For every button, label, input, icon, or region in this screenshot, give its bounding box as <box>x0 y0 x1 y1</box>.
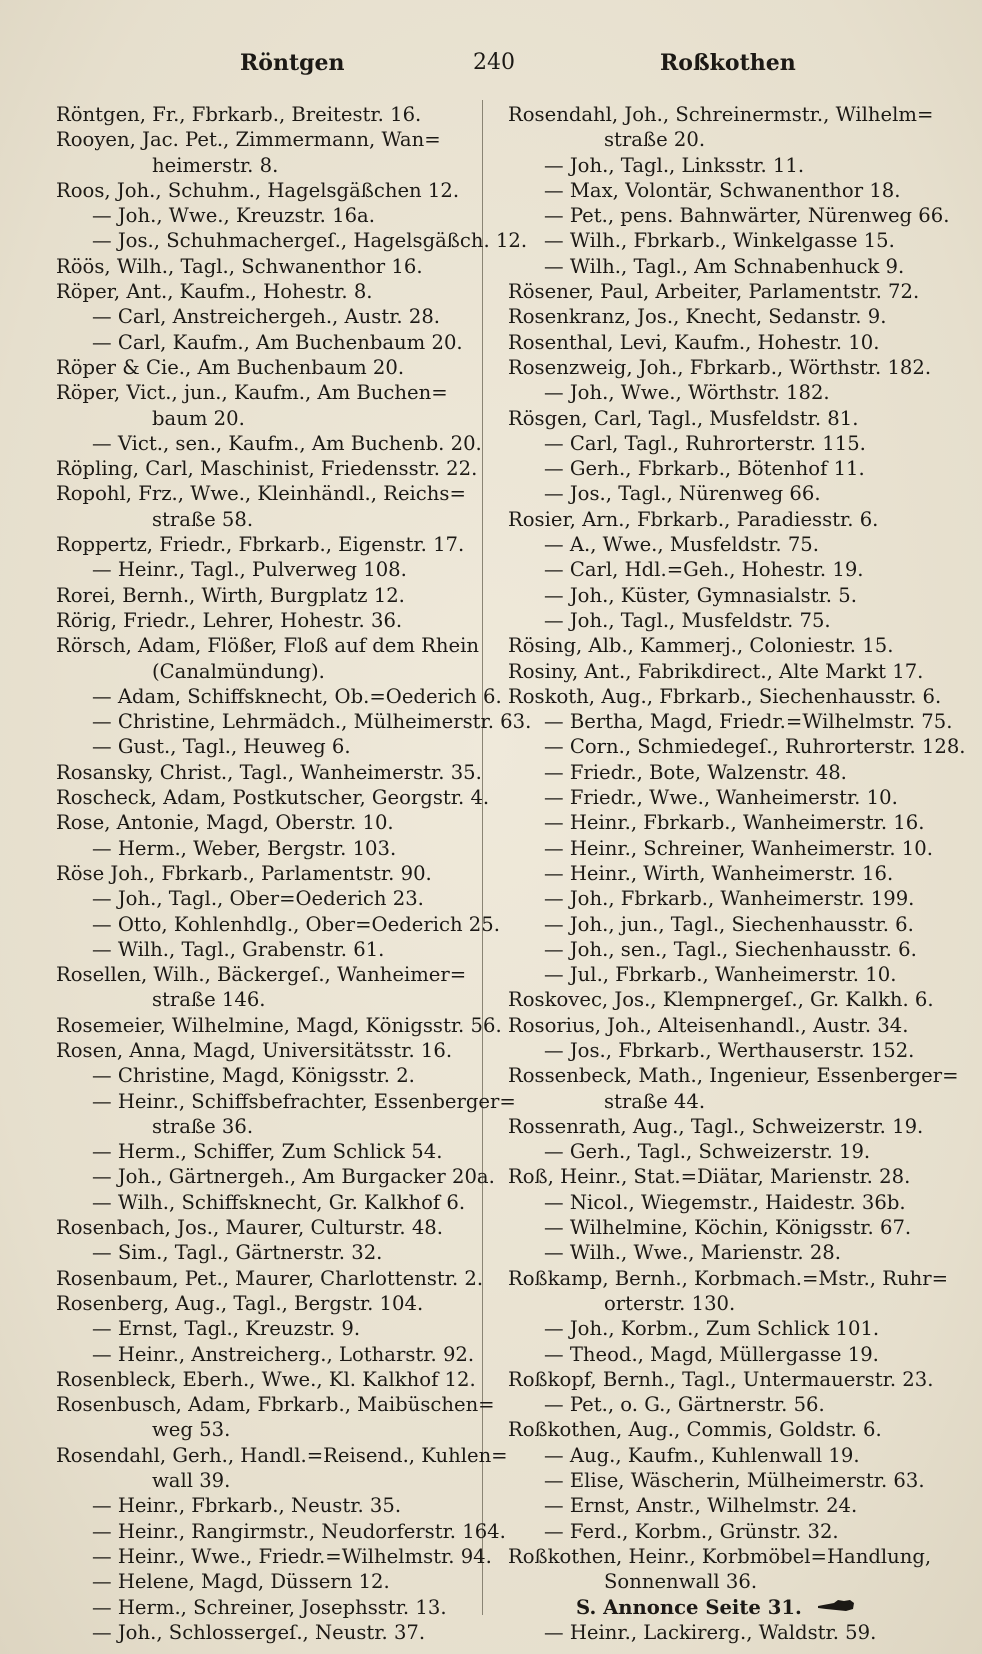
directory-entry-line <box>56 1493 478 1518</box>
entry-text: — Pet., o. G., Gärtnerstr. 56. <box>544 1393 825 1417</box>
entry-text: Röpling, Carl, Maschinist, Friedensstr. 22. <box>56 457 478 481</box>
directory-entry-line <box>508 709 953 734</box>
right-column <box>508 102 966 1645</box>
directory-entry-line <box>56 102 478 127</box>
entry-text: — Joh., Fbrkarb., Wanheimerstr. 199. <box>544 887 915 911</box>
directory-entry-line <box>56 1089 516 1114</box>
entry-text: Rosiny, Ant., Fabrikdirect., Alte Markt 17. <box>508 659 924 683</box>
directory-entry-line <box>508 583 930 608</box>
entry-text: — Wilh., Wwe., Marienstr. 28. <box>544 1241 841 1265</box>
entry-text: — Herm., Schiffer, Zum Schlick 54. <box>92 1140 443 1164</box>
directory-entry-line <box>56 153 478 178</box>
entry-text: straße 146. <box>152 988 266 1012</box>
directory-entry-line <box>56 1114 478 1139</box>
directory-entry-line <box>56 330 478 355</box>
entry-text: Roßkothen, Heinr., Korbmöbel=Handlung, <box>508 1544 932 1568</box>
entry-text: — Heinr., Schreiner, Wanheimerstr. 10. <box>544 836 933 860</box>
directory-entry-line <box>508 836 933 861</box>
header-last-name: Roßkothen <box>660 50 796 76</box>
entry-text: Röper, Vict., jun., Kaufm., Am Buchen= <box>56 381 448 405</box>
directory-entry-line <box>56 962 478 987</box>
directory-entry-line <box>508 937 930 962</box>
directory-entry-line <box>56 1291 478 1316</box>
directory-entry-line <box>56 178 478 203</box>
directory-entry-line <box>508 1013 930 1038</box>
directory-entry-line <box>56 203 478 228</box>
directory-entry-line <box>56 861 478 886</box>
entry-text: — Bertha, Magd, Friedr.=Wilhelmstr. 75. <box>544 710 953 734</box>
entry-text: — Wilh., Fbrkarb., Winkelgasse 15. <box>544 229 895 253</box>
directory-entry-line <box>56 583 478 608</box>
entry-text: straße 58. <box>152 507 254 531</box>
directory-entry-line <box>508 532 930 557</box>
entry-text: — Helene, Magd, Düssern 12. <box>92 1570 390 1594</box>
entry-text: — Wilh., Schiffsknecht, Gr. Kalkhof 6. <box>92 1190 466 1214</box>
page-number: 240 <box>473 50 515 75</box>
entry-text: — Herm., Schreiner, Josephsstr. 13. <box>92 1595 447 1619</box>
directory-entry-line <box>508 355 930 380</box>
entry-text: S. Annonce Seite 31. <box>576 1595 802 1619</box>
directory-entry-line <box>56 836 478 861</box>
directory-entry-line <box>56 355 478 380</box>
directory-entry-line <box>56 1595 478 1620</box>
entry-text: Roßkamp, Bernh., Korbmach.=Mstr., Ruhr= <box>508 1266 949 1290</box>
entry-text: Rosansky, Christ., Tagl., Wanheimerstr. 35. <box>56 760 482 784</box>
entry-text: — Friedr., Wwe., Wanheimerstr. 10. <box>544 786 898 810</box>
directory-entry-line <box>56 810 478 835</box>
entry-text: — Jos., Schuhmachergeſ., Hagelsgäßch. 12. <box>92 229 528 253</box>
directory-entry-line <box>508 734 966 759</box>
directory-entry-line <box>56 709 532 734</box>
entry-text: Rörig, Friedr., Lehrer, Hohestr. 36. <box>56 608 403 632</box>
directory-entry-line <box>56 1013 502 1038</box>
entry-text: — Ferd., Korbm., Grünstr. 32. <box>544 1519 839 1543</box>
entry-text: — Jos., Tagl., Nürenweg 66. <box>544 482 821 506</box>
directory-entry-line <box>508 1291 930 1316</box>
entry-text: (Canalmündung). <box>152 659 325 683</box>
entry-text: — Elise, Wäscherin, Mülheimerstr. 63. <box>544 1469 925 1493</box>
entry-text: Rösing, Alb., Kammerj., Coloniestr. 15. <box>508 634 894 658</box>
directory-entry-line <box>56 1544 492 1569</box>
directory-entry-line <box>508 304 930 329</box>
entry-text: — Heinr., Anstreicherg., Lotharstr. 92. <box>92 1342 475 1366</box>
entry-text: Rossenbeck, Math., Ingenieur, Essenberger= <box>508 1064 959 1088</box>
entry-text: — Carl, Kaufm., Am Buchenbaum 20. <box>92 330 463 354</box>
entry-text: Rosenzweig, Joh., Fbrkarb., Wörthstr. 182. <box>508 355 932 379</box>
entry-text: — Gerh., Tagl., Schweizerstr. 19. <box>544 1140 871 1164</box>
entry-text: — Max, Volontär, Schwanenthor 18. <box>544 178 901 202</box>
entry-text: Röös, Wilh., Tagl., Schwanenthor 16. <box>56 254 423 278</box>
entry-text: — Joh., Wwe., Wörthstr. 182. <box>544 381 830 405</box>
entry-text: — Corn., Schmiedegeſ., Ruhrorterstr. 128. <box>544 735 966 759</box>
directory-entry-line <box>56 1063 478 1088</box>
entry-text: — Joh., sen., Tagl., Siechenhausstr. 6. <box>544 937 917 961</box>
entry-text: — Herm., Weber, Bergstr. 103. <box>92 836 397 860</box>
directory-entry-line <box>56 785 490 810</box>
entry-text: Rösgen, Carl, Tagl., Musfeldstr. 81. <box>508 406 859 430</box>
entry-text: Rosemeier, Wilhelmine, Magd, Königsstr. 56. <box>56 1013 502 1037</box>
directory-entry-line <box>508 1266 949 1291</box>
entry-text: — Christine, Lehrmädch., Mülheimerstr. 63. <box>92 710 532 734</box>
entry-text: Sonnenwall 36. <box>604 1570 758 1594</box>
directory-entry-line <box>508 102 934 127</box>
directory-entry-line <box>508 406 930 431</box>
directory-entry-line <box>508 684 942 709</box>
entry-text: Rosenbleck, Eberh., Wwe., Kl. Kalkhof 12. <box>56 1367 476 1391</box>
directory-entry-line <box>508 987 934 1012</box>
directory-entry-line <box>56 760 482 785</box>
page-header <box>60 50 937 86</box>
directory-entry-line <box>56 1417 478 1442</box>
entry-text: — Pet., pens. Bahnwärter, Nürenweg 66. <box>544 204 950 228</box>
directory-entry-line <box>56 1392 495 1417</box>
entry-text: Rosenthal, Levi, Kaufm., Hohestr. 10. <box>508 330 880 354</box>
entry-text: — Heinr., Fbrkarb., Neustr. 35. <box>92 1494 402 1518</box>
directory-entry-line <box>56 380 478 405</box>
entry-text: — Jos., Fbrkarb., Werthauserstr. 152. <box>544 1038 915 1062</box>
directory-entry-line <box>56 228 528 253</box>
entry-text: — Christine, Magd, Königsstr. 2. <box>92 1064 415 1088</box>
directory-entry-line <box>508 1519 930 1544</box>
pointing-hand-icon <box>816 1595 856 1620</box>
entry-text: — Heinr., Wwe., Friedr.=Wilhelmstr. 94. <box>92 1544 492 1568</box>
directory-entry-line <box>508 127 930 152</box>
entry-text: straße 36. <box>152 1114 254 1138</box>
directory-entry-line <box>56 659 478 684</box>
entry-text: Röntgen, Fr., Fbrkarb., Breitestr. 16. <box>56 103 422 126</box>
entry-text: — Wilh., Tagl., Grabenstr. 61. <box>92 937 385 961</box>
directory-entry-line <box>508 1468 930 1493</box>
entry-text: Rooyen, Jac. Pet., Zimmermann, Wan= <box>56 128 441 152</box>
entry-text: Rosenbach, Jos., Maurer, Culturstr. 48. <box>56 1216 443 1240</box>
directory-entry-line <box>508 153 930 178</box>
directory-entry-line <box>56 1139 478 1164</box>
header-first-name: Röntgen <box>240 50 345 76</box>
directory-entry-line <box>508 1063 959 1088</box>
column-divider <box>482 100 483 1615</box>
directory-entry-line <box>508 557 930 582</box>
directory-entry-line <box>56 1038 478 1063</box>
entry-text: — Heinr., Schiffsbefrachter, Essenberger= <box>92 1089 516 1113</box>
directory-entry-line <box>56 1240 478 1265</box>
directory-entry-line <box>508 1417 930 1442</box>
directory-entry-line <box>56 912 500 937</box>
entry-text: — Joh., jun., Tagl., Siechenhausstr. 6. <box>544 912 914 936</box>
directory-entry-line <box>508 962 930 987</box>
entry-text: Rosenbaum, Pet., Maurer, Charlottenstr. 2. <box>56 1266 484 1290</box>
directory-entry-line <box>508 380 930 405</box>
directory-entry-line <box>56 557 478 582</box>
directory-entry-line <box>56 633 478 658</box>
entry-text: Rosenkranz, Jos., Knecht, Sedanstr. 9. <box>508 305 887 329</box>
directory-entry-line <box>508 1190 930 1215</box>
directory-entry-line <box>56 1164 495 1189</box>
entry-text: Rörsch, Adam, Flößer, Floß auf dem Rhein <box>56 634 479 658</box>
entry-text: — Carl, Hdl.=Geh., Hohestr. 19. <box>544 558 864 582</box>
entry-text: — Heinr., Lackirerg., Waldstr. 59. <box>544 1620 877 1644</box>
directory-entry-line <box>508 1620 930 1645</box>
directory-entry-line <box>56 254 478 279</box>
directory-entry-line <box>56 507 478 532</box>
directory-entry-line <box>508 1392 930 1417</box>
directory-entry-line <box>508 1164 930 1189</box>
entry-text: orterstr. 130. <box>604 1291 736 1315</box>
directory-entry-line <box>508 1240 930 1265</box>
directory-entry-line <box>508 1114 930 1139</box>
entry-text: — Gust., Tagl., Heuweg 6. <box>92 735 351 759</box>
directory-entry-line <box>508 330 930 355</box>
directory-entry-line <box>508 1089 930 1114</box>
directory-entry-line <box>56 937 478 962</box>
entry-text: — Friedr., Bote, Walzenstr. 48. <box>544 760 847 784</box>
entry-text: Roppertz, Friedr., Fbrkarb., Eigenstr. 17. <box>56 533 465 557</box>
directory-entry-line <box>56 279 478 304</box>
directory-entry-line <box>508 431 930 456</box>
entry-text: — Joh., Schlossergeſ., Neustr. 37. <box>92 1620 426 1644</box>
entry-text: Rosier, Arn., Fbrkarb., Paradiesstr. 6. <box>508 507 879 531</box>
directory-entry-line <box>56 1443 508 1468</box>
entry-text: Roß, Heinr., Stat.=Diätar, Marienstr. 28. <box>508 1165 911 1189</box>
directory-entry-line <box>508 1342 930 1367</box>
directory-entry-line <box>56 1215 478 1240</box>
directory-entry-line <box>56 684 502 709</box>
entry-text: — Nicol., Wiegemstr., Haidestr. 36b. <box>544 1190 906 1214</box>
entry-text: — Joh., Tagl., Linksstr. 11. <box>544 153 805 177</box>
entry-text: Ropohl, Frz., Wwe., Kleinhändl., Reichs= <box>56 482 466 506</box>
entry-text: Rosendahl, Gerh., Handl.=Reisend., Kuhlen= <box>56 1443 508 1467</box>
directory-entry-line <box>508 456 930 481</box>
entry-text: Rosorius, Joh., Alteisenhandl., Austr. 34. <box>508 1013 909 1037</box>
directory-entry-line <box>508 760 930 785</box>
entry-text: heimerstr. 8. <box>152 153 279 177</box>
entry-text: — Carl, Anstreichergeh., Austr. 28. <box>92 305 441 329</box>
directory-entry-line <box>56 1620 478 1645</box>
entry-text: Roßkopf, Bernh., Tagl., Untermauerstr. 23. <box>508 1367 934 1391</box>
entry-text: — Theod., Magd, Müllergasse 19. <box>544 1342 879 1366</box>
entry-text: — Carl, Tagl., Ruhrorterstr. 115. <box>544 431 866 455</box>
directory-entry-line <box>56 987 478 1012</box>
entry-text: — Joh., Gärtnergeh., Am Burgacker 20a. <box>92 1165 495 1189</box>
entry-text: weg 53. <box>152 1418 231 1442</box>
directory-entry-line <box>508 481 930 506</box>
entry-text: Rosen, Anna, Magd, Universitätsstr. 16. <box>56 1038 453 1062</box>
directory-entry-line <box>508 1316 930 1341</box>
entry-text: — Ernst, Tagl., Kreuzstr. 9. <box>92 1317 361 1341</box>
entry-text: straße 20. <box>604 128 706 152</box>
directory-entry-line <box>508 861 930 886</box>
directory-entry-line <box>508 810 930 835</box>
directory-entry-line <box>508 1215 930 1240</box>
entry-text: — Heinr., Rangirmstr., Neudorferstr. 164. <box>92 1519 506 1543</box>
directory-entry-line <box>56 406 478 431</box>
directory-entry-line <box>508 1544 930 1569</box>
directory-entry-line <box>56 456 478 481</box>
directory-entry-line <box>508 228 930 253</box>
entry-text: — Wilhelmine, Köchin, Königsstr. 67. <box>544 1216 912 1240</box>
entry-text: Röper, Ant., Kaufm., Hohestr. 8. <box>56 280 373 304</box>
directory-entry-line <box>508 785 930 810</box>
entry-text: — Vict., sen., Kaufm., Am Buchenb. 20. <box>92 431 482 455</box>
directory-entry-line <box>56 1316 478 1341</box>
entry-text: — Jul., Fbrkarb., Wanheimerstr. 10. <box>544 963 897 987</box>
entry-text: — Joh., Tagl., Musfeldstr. 75. <box>544 608 831 632</box>
entry-text: — Sim., Tagl., Gärtnerstr. 32. <box>92 1241 383 1265</box>
entry-text: Roskovec, Jos., Klempnergeſ., Gr. Kalkh. 6. <box>508 988 934 1012</box>
entry-text: Roscheck, Adam, Postkutscher, Georgstr. 4. <box>56 786 490 810</box>
entry-text: Rossenrath, Aug., Tagl., Schweizerstr. 19. <box>508 1114 924 1138</box>
directory-entry-line <box>508 203 950 228</box>
directory-entry-line <box>508 886 930 911</box>
entry-text: — Heinr., Tagl., Pulverweg 108. <box>92 558 407 582</box>
directory-entry-line <box>56 886 478 911</box>
entry-text: — Joh., Korbm., Zum Schlick 101. <box>544 1317 880 1341</box>
directory-entry-line <box>56 1519 506 1544</box>
left-column <box>56 102 532 1645</box>
directory-entry-line <box>56 1367 478 1392</box>
entry-text: — Aug., Kaufm., Kuhlenwall 19. <box>544 1443 860 1467</box>
entry-text: Rosenberg, Aug., Tagl., Bergstr. 104. <box>56 1291 424 1315</box>
directory-entry-line <box>508 507 930 532</box>
entry-text: Rorei, Bernh., Wirth, Burgplatz 12. <box>56 583 405 607</box>
entry-text: straße 44. <box>604 1089 706 1113</box>
entry-text: — Ernst, Anstr., Wilhelmstr. 24. <box>544 1494 858 1518</box>
directory-entry-line <box>508 912 930 937</box>
entry-text: — Joh., Wwe., Kreuzstr. 16a. <box>92 204 375 228</box>
entry-text: Rosendahl, Joh., Schreinermstr., Wilhelm= <box>508 103 934 126</box>
entry-text: — Otto, Kohlenhdlg., Ober=Oederich 25. <box>92 912 500 936</box>
directory-entry-line <box>508 608 930 633</box>
entry-text: — Heinr., Fbrkarb., Wanheimerstr. 16. <box>544 811 925 835</box>
entry-text: baum 20. <box>152 406 245 430</box>
directory-entry-line <box>56 608 478 633</box>
entry-text: — Gerh., Fbrkarb., Bötenhof 11. <box>544 457 865 481</box>
directory-entry-line <box>56 127 478 152</box>
entry-text: — Heinr., Wirth, Wanheimerstr. 16. <box>544 861 894 885</box>
directory-entry-line <box>508 279 930 304</box>
directory-entry-line <box>508 1139 930 1164</box>
directory-entry-line <box>56 431 482 456</box>
entry-text: wall 39. <box>152 1469 231 1493</box>
entry-text: Roos, Joh., Schuhm., Hagelsgäßchen 12. <box>56 178 460 202</box>
entry-text: Roßkothen, Aug., Commis, Goldstr. 6. <box>508 1418 882 1442</box>
directory-entry-line <box>508 1569 930 1594</box>
directory-entry-line <box>508 1038 930 1063</box>
entry-text: Röper & Cie., Am Buchenbaum 20. <box>56 355 405 379</box>
entry-text: — A., Wwe., Musfeldstr. 75. <box>544 533 820 557</box>
directory-entry-line <box>56 304 478 329</box>
annonce-reference <box>508 1595 930 1620</box>
directory-entry-line <box>56 1266 484 1291</box>
directory-entry-line <box>56 481 478 506</box>
directory-entry-line <box>508 1443 930 1468</box>
directory-entry-line <box>508 1367 934 1392</box>
directory-entry-line <box>56 532 478 557</box>
directory-entry-line <box>508 254 930 279</box>
directory-entry-line <box>56 1190 478 1215</box>
entry-text: Röse Joh., Fbrkarb., Parlamentstr. 90. <box>56 861 432 885</box>
directory-entry-line <box>508 1493 930 1518</box>
directory-entry-line <box>56 1569 478 1594</box>
entry-text: — Adam, Schiffsknecht, Ob.=Oederich 6. <box>92 684 502 708</box>
directory-entry-line <box>56 734 478 759</box>
entry-text: Roskoth, Aug., Fbrkarb., Siechenhausstr. 6. <box>508 684 942 708</box>
entry-text: — Joh., Tagl., Ober=Oederich 23. <box>92 887 424 911</box>
entry-text: Rosenbusch, Adam, Fbrkarb., Maibüschen= <box>56 1393 495 1417</box>
directory-entry-line <box>508 178 930 203</box>
entry-text: Rosellen, Wilh., Bäckergeſ., Wanheimer= <box>56 963 467 987</box>
directory-entry-line <box>56 1468 478 1493</box>
entry-text: Rose, Antonie, Magd, Oberstr. 10. <box>56 811 394 835</box>
entry-text: — Joh., Küster, Gymnasialstr. 5. <box>544 583 857 607</box>
directory-entry-line <box>508 633 930 658</box>
entry-text: — Wilh., Tagl., Am Schnabenhuck 9. <box>544 254 905 278</box>
directory-entry-line <box>508 659 930 684</box>
directory-entry-line <box>56 1342 478 1367</box>
entry-text: Rösener, Paul, Arbeiter, Parlamentstr. 72. <box>508 280 920 304</box>
